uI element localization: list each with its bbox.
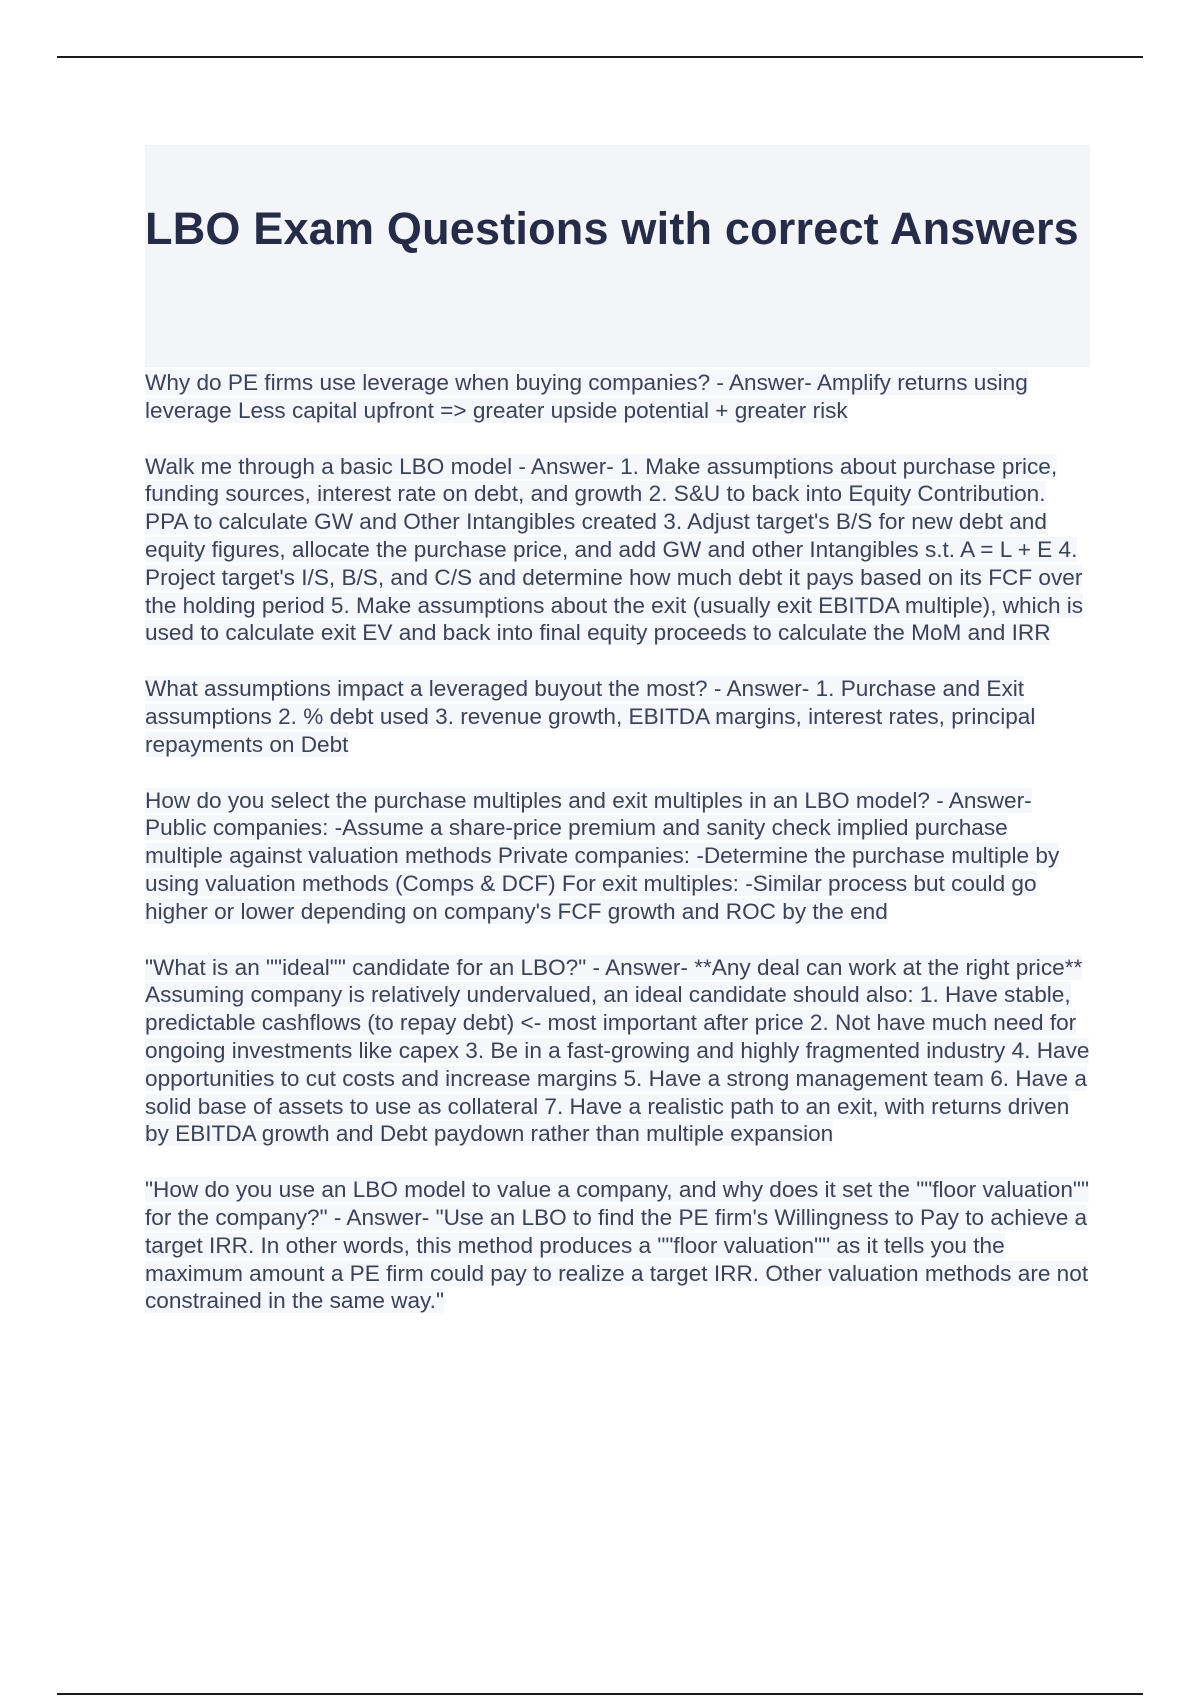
qa-item [145, 453, 1090, 648]
top-rule [57, 56, 1143, 58]
qa-text: Walk me through a basic LBO model - Answer- 1. Make assumptions about purchase price, funding sources, interest rate on debt, and growth 2. S&U to back into Equity Contribution. PPA to calculate GW and Other Intangibles created 3. Adjust target's B/S for new debt and equity figures, allocate the purchase price, and add GW and other Intangibles s.t. A = L + E 4. Project target's I/S, B/S, and C/S and determine how much debt it pays based on its FCF over the holding period 5. Make assumptions about the exit (usually exit EBITDA multiple), which is used to calculate exit EV and back into final equity proceeds to calculate the MoM and IRR [145, 453, 1084, 646]
qa-text: "How do you use an LBO model to value a company, and why does it set the ""floor valuation"" for the company?" - Answer- "Use an LBO to find the PE firm's Willingness to Pay to achieve a target IRR. In other words, this method produces a ""floor valuation"" as it tells you the maximum amount a PE firm could pay to realize a target IRR. Other valuation methods are not constrained in the same way." [145, 1177, 1089, 1314]
qa-text: "What is an ""ideal"" candidate for an LBO?" - Answer- **Any deal can work at the right price** Assuming company is relatively undervalued, an ideal candidate should also: 1. Have stable, predictable cashflows (to repay debt) <- most important after price 2. Not have much need for ongoing investments like capex 3. Be in a fast-growing and highly fragmented industry 4. Have opportunities to cut costs and increase margins 5. Have a strong management team 6. Have a solid base of assets to use as collateral 7. Have a realistic path to an exit, with returns driven by EBITDA growth and Debt paydown rather than multiple expansion [145, 954, 1090, 1147]
document-title: LBO Exam Questions with correct Answers [145, 203, 1079, 254]
qa-item [145, 954, 1090, 1149]
qa-text: How do you select the purchase multiples and exit multiples in an LBO model? - Answer- Public companies: -Assume a share-price premium and sanity check implied purchase multiple against valuation methods Private companies: -Determine the purchase multiple by using valuation methods (Comps & DCF) For exit multiples: -Similar process but could go higher or lower depending on company's FCF growth and ROC by the end [145, 787, 1060, 924]
qa-item [145, 675, 1090, 758]
qa-item [145, 787, 1090, 926]
document-body [145, 145, 1090, 1343]
qa-list [145, 369, 1090, 1315]
bottom-rule [57, 1693, 1143, 1695]
qa-text: What assumptions impact a leveraged buyout the most? - Answer- 1. Purchase and Exit assumptions 2. % debt used 3. revenue growth, EBITDA margins, interest rates, principal repayments on Debt [145, 676, 1036, 757]
qa-item [145, 1176, 1090, 1315]
qa-text: Why do PE firms use leverage when buying companies? - Answer- Amplify returns using leverage Less capital upfront => greater upside potential + greater risk [145, 370, 1028, 423]
qa-item [145, 369, 1090, 425]
title-band [145, 145, 1090, 367]
